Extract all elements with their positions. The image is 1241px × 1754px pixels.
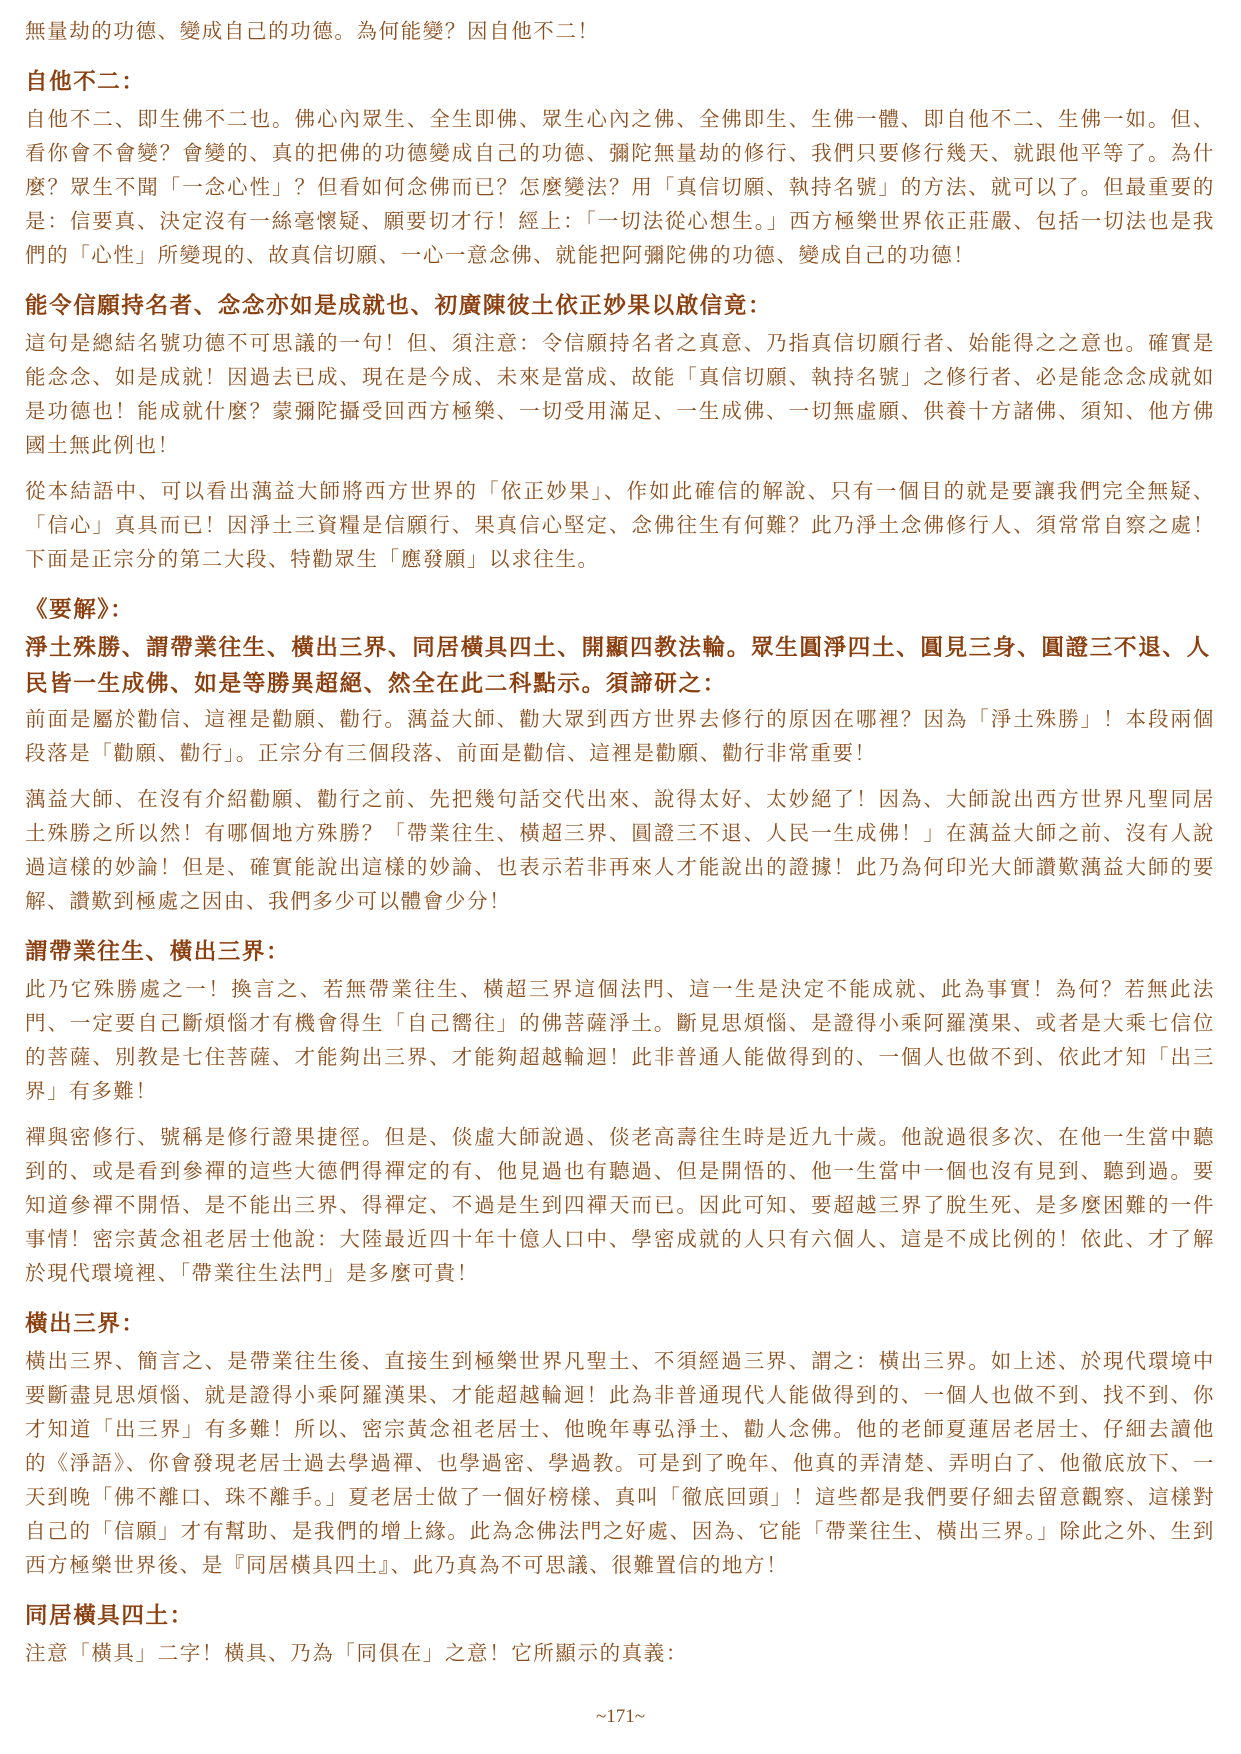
section-body: 蕅益大師、在沒有介紹勸願、勸行之前、先把幾句話交代出來、說得太好、太妙絕了！因為、大師說出西方世界凡聖同居土殊勝之所以然！有哪個地方殊勝？「帶業往生、橫超三界、圓證三不退、人民一生成佛！」在蕅益大師之前、沒有人說過這樣的妙論！但是、確實能說出這樣的妙論、也表示若非再來人才能說出的證據！此乃為何印光大師讚歎蕅益大師的要解、讚歎到極處之因由、我們多少可以體會少分！ bbox=[25, 787, 1215, 913]
section-body: 自他不二、即生佛不二也。佛心內眾生、全生即佛、眾生心內之佛、全佛即生、生佛一體、即自他不二、生佛一如。但、看你會不會變？會變的、真的把佛的功德變成自己的功德、彌陀無量劫的修行、我們只要修行幾天、就跟他平等了。為什麼？眾生不聞「一念心性」？但看如何念佛而已？怎麼變法？用「真信切願、執持名號」的方法、就可以了。但最重要的是：信要真、決定沒有一絲毫懷疑、願要切才行！經上：「一切法從心想生。」西方極樂世界依正莊嚴、包括一切法也是我們的「心性」所變現的、故真信切願、一心一意念佛、就能把阿彌陀佛的功德、變成自己的功德！ bbox=[25, 107, 1215, 267]
section-body: 此乃它殊勝處之一！換言之、若無帶業往生、橫超三界這個法門、這一生是決定不能成就、此為事實！為何？若無此法門、一定要自己斷煩惱才有機會得生「自己嚮往」的佛菩薩淨土。斷見思煩惱、是證得小乘阿羅漢果、或者是大乘七信位的菩薩、別教是七住菩薩、才能夠出三界、才能夠超越輪迴！此非普通人能做得到的、一個人也做不到、依此才知「出三界」有多難！ bbox=[25, 977, 1215, 1103]
intro-paragraph: 無量劫的功德、變成自己的功德。為何能變？因自他不二！ bbox=[25, 19, 600, 43]
section-body: 橫出三界、簡言之、是帶業往生後、直接生到極樂世界凡聖土、不須經過三界、謂之：橫出三界。如上述、於現代環境中要斷盡見思煩惱、就是證得小乘阿羅漢果、才能超越輪迴！此為非普通現代人能做得到的、一個人也做不到、找不到、你才知道「出三界」有多難！所以、密宗黃念祖老居士、他晚年專弘淨土、勸人念佛。他的老師夏蓮居老居士、仔細去讀他的《淨語》、你會發現老居士過去學過禪、也學過密、學過教。可是到了晚年、他真的弄清楚、弄明白了、他徹底放下、一天到晚「佛不離口、珠不離手。」夏老居士做了一個好榜樣、真叫「徹底回頭」！這些都是我們要仔細去留意觀察、這樣對自己的「信願」才有幫助、是我們的增上緣。此為念佛法門之好處、因為、它能「帶業往生、橫出三界。」除此之外、生到西方極樂世界後、是『同居橫具四土』、此乃真為不可思議、很難置信的地方！ bbox=[25, 1349, 1215, 1577]
page-number: ~171~ bbox=[595, 1706, 646, 1727]
quoted-passage: 淨土殊勝、謂帶業往生、橫出三界、同居橫具四土、開顯四教法輪。眾生圓淨四土、圓見三身、圓證三不退、人民皆一生成佛、如是等勝異超絕、然全在此二科點示。須諦研之： bbox=[25, 635, 1211, 697]
section-body: 禪與密修行、號稱是修行證果捷徑。但是、倓虛大師說過、倓老高壽往生時是近九十歲。他說過很多次、在他一生當中聽到的、或是看到參禪的這些大德們得禪定的有、他見過也有聽過、但是開悟的、他一生當中一個也沒有見到、聽到過。要知道參禪不開悟、是不能出三界、得禪定、不過是生到四禪天而已。因此可知、要超越三界了脫生死、是多麼困難的一件事情！密宗黃念祖老居士他說：大陸最近四十年十億人口中、學密成就的人只有六個人、這是不成比例的！依此、才了解於現代環境裡、「帶業往生法門」是多麼可貴！ bbox=[25, 1125, 1215, 1285]
section-body: 前面是屬於勸信、這裡是勸願、勸行。蕅益大師、勸大眾到西方世界去修行的原因在哪裡？因為「淨土殊勝」！本段兩個段落是「勸願、勸行」。正宗分有三個段落、前面是勸信、這裡是勸願、勸行非常重要！ bbox=[25, 707, 1215, 765]
section-heading-faith-vow: 能令信願持名者、念念亦如是成就也、初廣陳彼土依正妙果以啟信竟： bbox=[25, 293, 773, 319]
section-heading-yaojie: 《要解》： bbox=[25, 597, 135, 623]
section-heading-rebirth-with-karma: 謂帶業往生、橫出三界： bbox=[25, 939, 291, 965]
section-body: 注意「橫具」二字！橫具、乃為「同俱在」之意！它所顯示的真義： bbox=[25, 1641, 688, 1665]
section-heading-four-lands: 同居橫具四土： bbox=[25, 1603, 194, 1629]
document-page bbox=[25, 14, 1215, 1670]
section-heading-self-other-nondual: 自他不二： bbox=[25, 69, 146, 95]
section-heading-horizontal-exit: 橫出三界： bbox=[25, 1311, 146, 1337]
section-body: 這句是總結名號功德不可思議的一句！但、須注意：令信願持名者之真意、乃指真信切願行者、始能得之之意也。確實是能念念、如是成就！因過去已成、現在是今成、未來是當成、故能「真信切願、執持名號」之修行者、必是能念念成就如是功德也！能成就什麼？蒙彌陀攝受回西方極樂、一切受用滿足、一生成佛、一切無虛願、供養十方諸佛、須知、他方佛國土無此例也！ bbox=[25, 331, 1215, 457]
section-body: 從本結語中、可以看出蕅益大師將西方世界的「依正妙果」、作如此確信的解說、只有一個目的就是要讓我們完全無疑、「信心」真具而已！因淨土三資糧是信願行、果真信心堅定、念佛往生有何難？此乃淨土念佛修行人、須常常自察之處！下面是正宗分的第二大段、特勸眾生「應發願」以求往生。 bbox=[25, 479, 1215, 571]
